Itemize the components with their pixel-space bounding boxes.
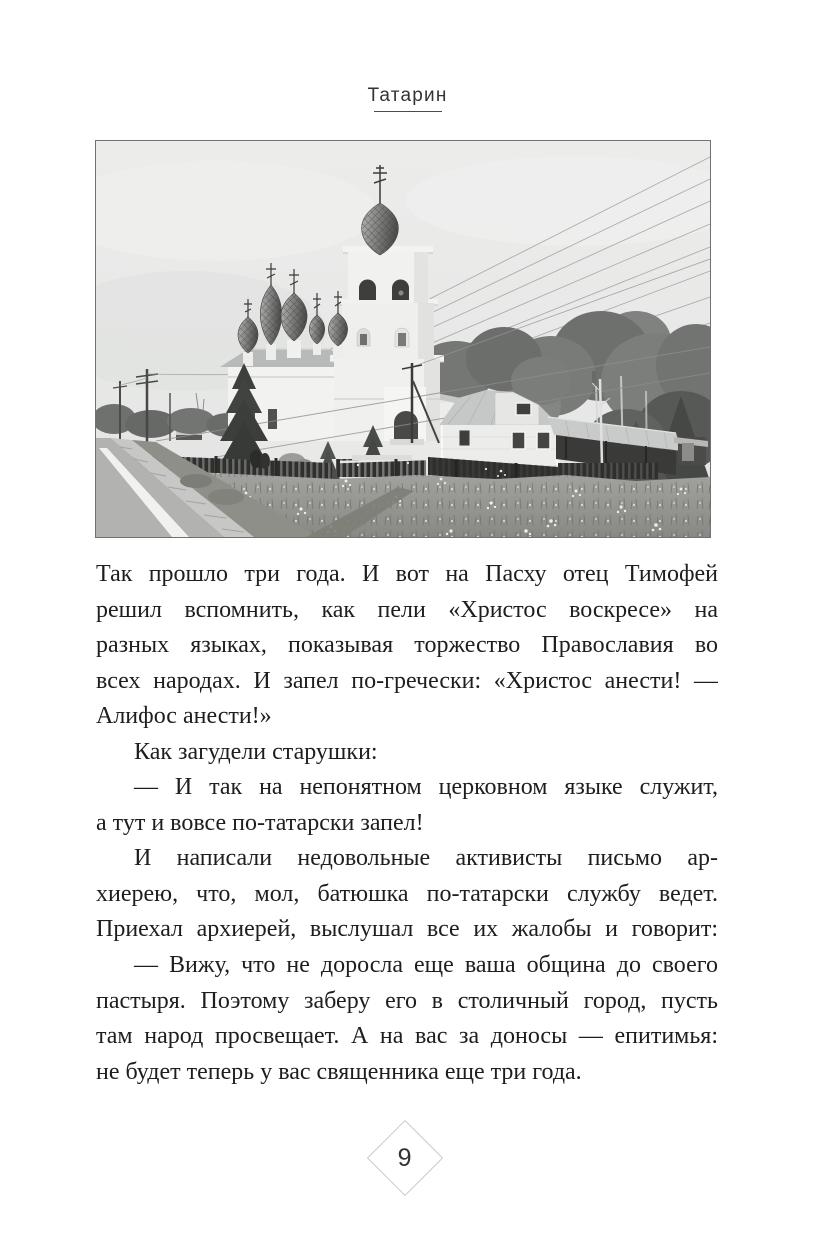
text-line: Так прошло три года. И вот на Пасху отец Тимофей bbox=[96, 561, 718, 587]
body-text bbox=[96, 557, 718, 1090]
text-line: Алифос анести!» bbox=[96, 703, 272, 730]
church-photo-art bbox=[96, 141, 710, 537]
text-line: И написали недовольные активисты письмо ар- bbox=[134, 845, 718, 872]
church-photo bbox=[95, 140, 711, 538]
text-line: — И так на непонятном церковном языке служит, bbox=[134, 774, 718, 801]
text-line: Приехал архиерей, выслушал все их жалобы и говорит: bbox=[96, 916, 718, 943]
text-line: Как загудели старушки: bbox=[134, 738, 378, 765]
page-number-diamond bbox=[367, 1120, 443, 1196]
title-underline bbox=[374, 111, 442, 112]
text-line: всех народах. И запел по-гречески: «Христос анести! — bbox=[96, 667, 718, 694]
text-line: хиерею, что, мол, батюшка по-татарски службу ведет. bbox=[96, 880, 718, 907]
text-line: — Вижу, что не доросла еще ваша община до своего bbox=[134, 952, 718, 979]
text-line: пастыря. Поэтому заберу его в столичный город, пусть bbox=[96, 987, 718, 1014]
page-number: 9 bbox=[398, 1143, 412, 1172]
text-line: не будет теперь у вас священника еще три года. bbox=[96, 1058, 582, 1085]
text-line: разных языках, показывая торжество Православия во bbox=[96, 632, 718, 659]
text-line: там народ просвещает. А на вас за доносы — епитимья: bbox=[96, 1023, 718, 1050]
text-line: а тут и вовсе по-татарски запел! bbox=[96, 809, 424, 836]
text-line: решил вспомнить, как пели «Христос воскресе» на bbox=[96, 596, 718, 623]
chapter-title: Татарин bbox=[367, 85, 448, 106]
